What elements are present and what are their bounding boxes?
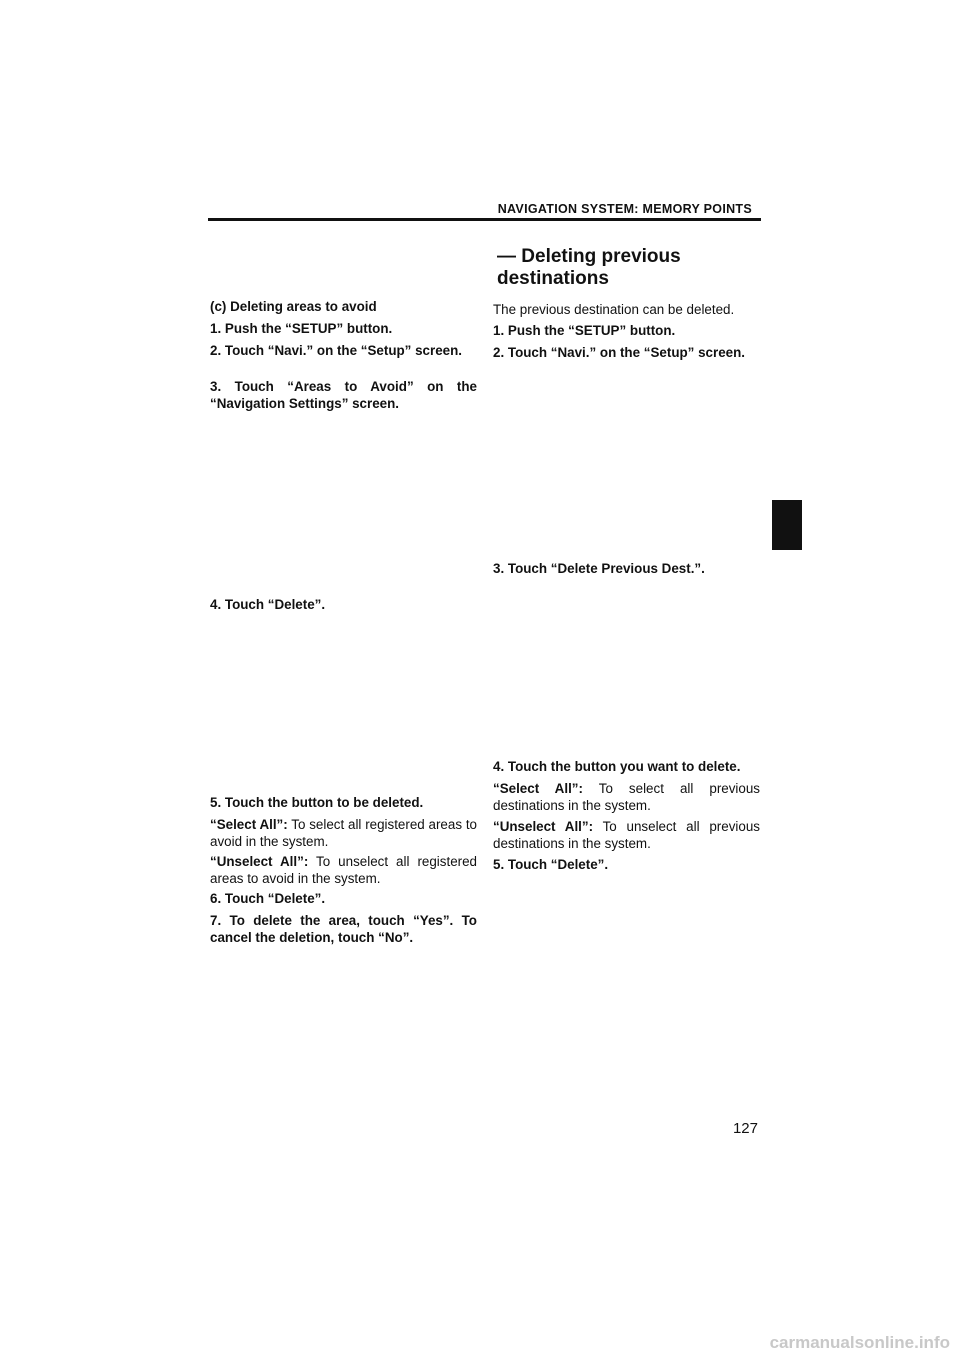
step-7: 7. To delete the area, touch “Yes”. To cancel the deletion, touch “No”. bbox=[210, 913, 477, 945]
step-2: 2. Touch “Navi.” on the “Setup” screen. bbox=[210, 343, 462, 358]
step-1: 1. Push the “SETUP” button. bbox=[210, 321, 393, 336]
intro-text: The previous destination can be deleted. bbox=[493, 302, 735, 317]
unselect-all-text: To unselect all registered areas to avoid in the system. bbox=[210, 854, 477, 886]
step-3: 3. Touch “Delete Previous Dest.”. bbox=[493, 561, 705, 576]
subsection-heading: (c) Deleting areas to avoid bbox=[210, 299, 377, 314]
unselect-all-term: “Unselect All”: bbox=[493, 819, 594, 834]
select-all-description bbox=[493, 780, 760, 814]
step-5: 5. Touch the button to be deleted. bbox=[210, 795, 424, 810]
watermark: carmanualsonline.info bbox=[769, 1333, 950, 1352]
step-2: 2. Touch “Navi.” on the “Setup” screen. bbox=[493, 345, 745, 360]
select-all-text: To select all previous destinations in the system. bbox=[493, 781, 760, 813]
running-header: NAVIGATION SYSTEM: MEMORY POINTS bbox=[497, 202, 752, 216]
unselect-all-term: “Unselect All”: bbox=[210, 854, 309, 869]
step-1: 1. Push the “SETUP” button. bbox=[493, 323, 676, 338]
unselect-all-text: To unselect all previous destinations in the system. bbox=[493, 819, 760, 851]
select-all-term: “Select All”: bbox=[210, 817, 288, 832]
step-4: 4. Touch the button you want to delete. bbox=[493, 759, 741, 774]
step-5: 5. Touch “Delete”. bbox=[493, 857, 609, 872]
step-3: 3. Touch “Areas to Avoid” on the “Navigation Settings” screen. bbox=[210, 379, 477, 411]
header-rule bbox=[208, 218, 761, 221]
step-4: 4. Touch “Delete”. bbox=[210, 597, 326, 612]
unselect-all-description bbox=[493, 818, 760, 852]
step-6: 6. Touch “Delete”. bbox=[210, 891, 326, 906]
chapter-tab-marker bbox=[772, 500, 802, 550]
unselect-all-description bbox=[210, 853, 477, 887]
select-all-description bbox=[210, 816, 477, 850]
section-heading: — Deleting previous destinations bbox=[497, 246, 681, 289]
page-number: 127 bbox=[732, 1120, 758, 1137]
select-all-term: “Select All”: bbox=[493, 781, 583, 796]
select-all-text: To select all registered areas to avoid in the system. bbox=[210, 817, 477, 849]
